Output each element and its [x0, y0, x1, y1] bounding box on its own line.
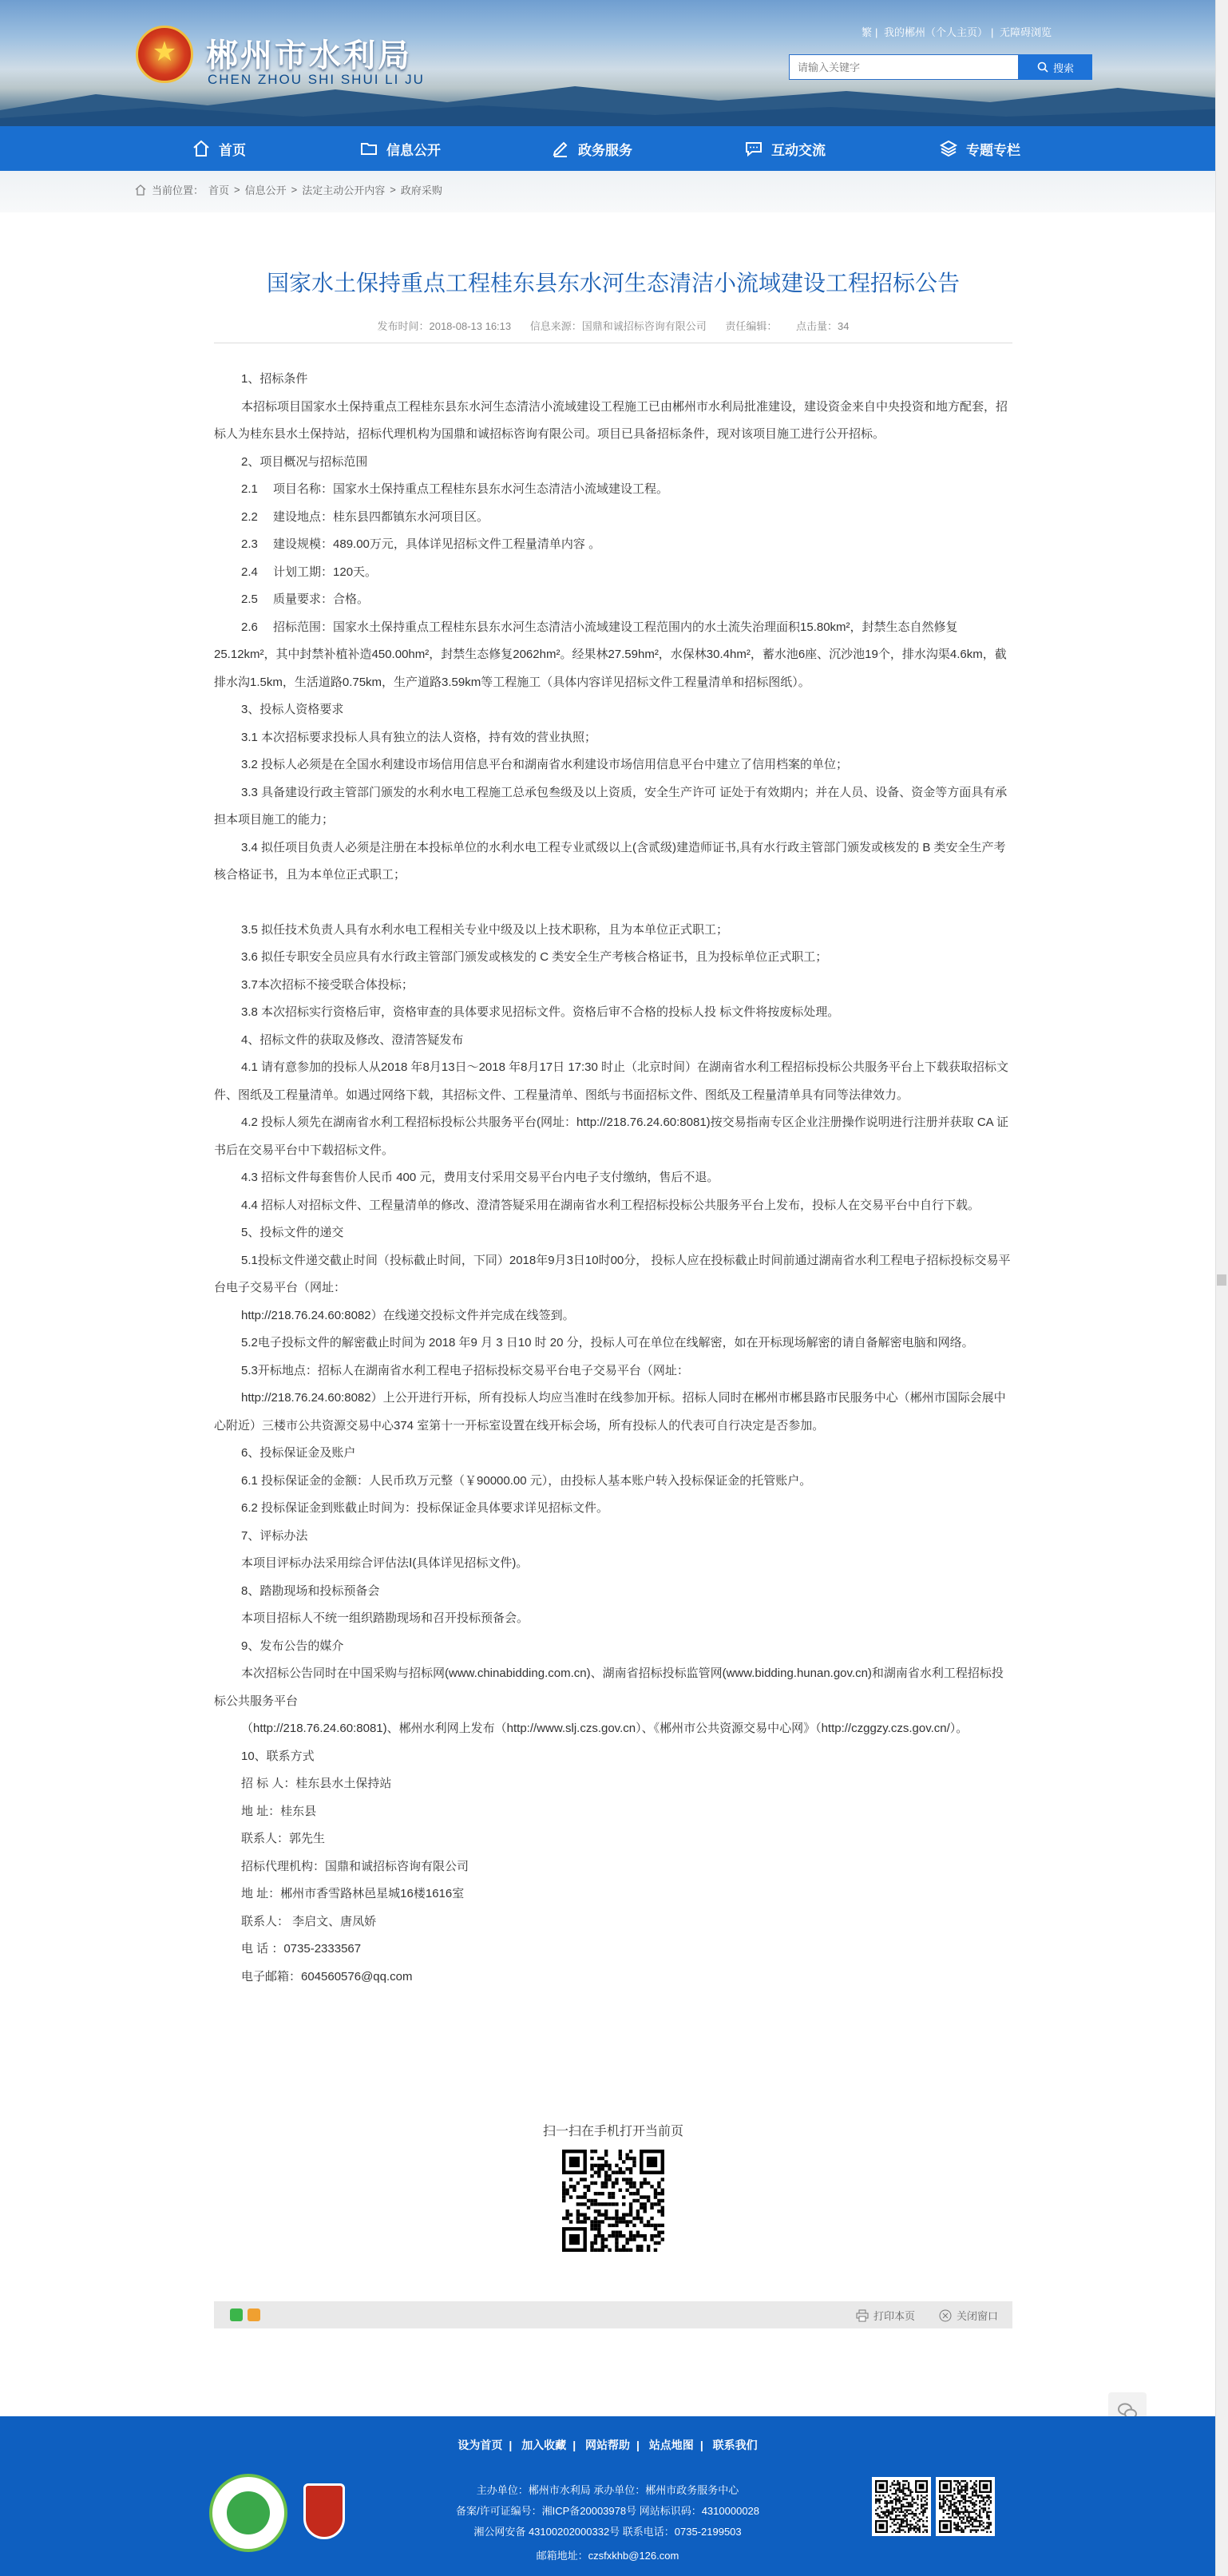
- breadcrumb-item-home[interactable]: 首页: [208, 184, 230, 196]
- article-paragraph: 5、投标文件的递交: [241, 1226, 344, 1239]
- article-paragraph: 10、联系方式: [241, 1749, 315, 1763]
- article-paragraph: 5.3开标地点：招标人在湖南省水利工程电子招标投标交易平台电子交易平台（网址：: [241, 1363, 689, 1377]
- my-homepage-link[interactable]: 我的郴州（个人主页）: [884, 26, 988, 38]
- footer-link-set-home[interactable]: 设为首页: [458, 2439, 503, 2451]
- layers-icon: [939, 139, 958, 158]
- article-paragraph: 7、评标办法: [241, 1528, 308, 1543]
- search-icon: [1037, 61, 1048, 73]
- folder-icon: [359, 139, 378, 158]
- article-paragraph: 本项目评标办法采用综合评估法Ⅰ(具体详见招标文件)。: [241, 1556, 529, 1570]
- article-paragraph: 2、项目概况与招标范围: [241, 454, 368, 469]
- article-paragraph: 3.5 拟任技术负责人具有水利水电工程相关专业中级及以上技术职称，且为本单位正式职工；: [241, 922, 729, 937]
- print-label: 打印本页: [873, 2310, 915, 2322]
- national-emblem-logo: [136, 26, 193, 83]
- breadcrumb-separator: >: [390, 184, 396, 196]
- article-paragraph: http://218.76.24.60:8082）上公开进行开标，所有投标人均应当准时在线参加开标。招标人同时在郴州市郴县路市民服务中心（郴州市国际会展中心附近）三楼市公共资源交易中心374 室第十一开标室设置在线开标会场，所有投标人的代表可自行决定是否参加。: [214, 1391, 1006, 1433]
- footer-links: 设为首页 | 加入收藏 | 网站帮助 | 站点地图 | 联系我们: [458, 2439, 758, 2451]
- footer-qr-code-2: [936, 2477, 995, 2536]
- article-paragraph: 2.5 质量要求：合格。: [241, 592, 370, 606]
- footer-link-help[interactable]: 网站帮助: [585, 2439, 630, 2451]
- breadcrumb-item-legal[interactable]: 法定主动公开内容: [302, 184, 386, 196]
- article-paragraph: 6.1 投标保证金的金额：人民币玖万元整（￥90000.00 元），由投标人基本账户转入投标保证金的托管账户。: [241, 1473, 812, 1488]
- article-paragraph: 5.2电子投标文件的解密截止时间为 2018 年9 月 3 日10 时 20 分，投标人可在单位在线解密，如在开标现场解密的请自备解密电脑和网络。: [241, 1336, 974, 1349]
- article-paragraph: 招 标 人：桂东县水土保持站: [241, 1777, 392, 1790]
- article-paragraph: 8、踏勘现场和投标预备会: [241, 1583, 380, 1598]
- article-paragraph: 电 话 ：0735-2333567: [241, 1942, 362, 1956]
- breadcrumb-separator: >: [234, 184, 240, 196]
- vertical-scrollbar[interactable]: [1215, 0, 1228, 2576]
- footer-police-record: 湘公网安备 43100202000332号 联系电话：0735-2199503: [473, 2526, 742, 2538]
- close-window-button[interactable]: [939, 2308, 998, 2323]
- article-paragraph: 4、招标文件的获取及修改、澄清答疑发布: [241, 1032, 464, 1047]
- article-paragraph: 2.3 建设规模：489.00万元，具体详见招标文件工程量清单内容 。: [241, 537, 601, 551]
- traditional-chinese-link[interactable]: 繁: [862, 26, 873, 38]
- article-paragraph: 招标代理机构：国鼎和诚招标咨询有限公司: [241, 1859, 469, 1873]
- nav-label: 专题专栏: [966, 142, 1020, 158]
- chat-icon: [744, 139, 763, 158]
- nav-item-home[interactable]: [192, 126, 246, 171]
- search-button[interactable]: [1019, 54, 1092, 80]
- article-paragraph: 2.2 建设地点：桂东县四都镇东水河项目区。: [241, 509, 489, 524]
- qr-caption: 扫一扫在手机打开当前页: [542, 2125, 683, 2138]
- breadcrumb-prefix: 当前位置：: [152, 184, 204, 196]
- weibo-share-icon[interactable]: [248, 2308, 260, 2321]
- close-label: 关闭窗口: [956, 2310, 998, 2322]
- article-paragraph: 联系人：郭先生: [241, 1832, 326, 1845]
- publish-time: 发布时间：2018-08-13 16:13: [377, 320, 512, 332]
- site-title: 郴州市水利局: [206, 38, 412, 74]
- share-bar: [214, 2301, 1012, 2328]
- article-paragraph: 本招标项目国家水土保持重点工程桂东县东水河生态清洁小流域建设工程施工已由郴州市水利局批准建设，建设资金来自中央投资和地方配套，招标人为桂东县水土保持站，招标代理机构为国鼎和诚招标咨询有限公司。项目已具备招标条件，现对该项目施工进行公开招标。: [214, 399, 1008, 441]
- article-paragraph: [214, 890, 1012, 917]
- home-icon: [192, 139, 211, 158]
- article-paragraph: http://218.76.24.60:8082）在线递交投标文件并完成在线签到。: [241, 1308, 575, 1322]
- nav-label: 首页: [219, 142, 246, 158]
- footer-sponsor: 主办单位：郴州市水利局 承办单位：郴州市政务服务中心: [476, 2484, 739, 2496]
- article-paragraph: 3.2 投标人必须是在全国水利建设市场信用信息平台和湖南省水利建设市场信用信息平台中建立了信用档案的单位；: [241, 758, 849, 771]
- search-button-label: 搜索: [1052, 61, 1074, 74]
- article-title: 国家水土保持重点工程桂东县东水河生态清洁小流域建设工程招标公告: [266, 271, 960, 295]
- article-paragraph: 电子邮箱：604560576@qq.com: [241, 1969, 413, 1984]
- breadcrumb-separator: >: [291, 184, 298, 196]
- gov-website-badge-logo[interactable]: [209, 2474, 287, 2552]
- accessibility-link[interactable]: 无障碍浏览: [1000, 26, 1052, 38]
- article-paragraph: 4.2 投标人须先在湖南省水利工程招标投标公共服务平台(网址：http://218.76.24.60:8081)按交易指南专区企业注册操作说明进行注册并获取 CA 证书后在交易平台中下载招标文件。: [214, 1116, 1009, 1157]
- article-paragraph: 3.6 拟任专职安全员应具有水行政主管部门颁发或核发的 C 类安全生产考核合格证书，且为投标单位正式职工；: [241, 950, 828, 964]
- breadcrumb-item-info[interactable]: 信息公开: [244, 184, 287, 196]
- close-icon: [939, 2309, 952, 2322]
- article-paragraph: 3.3 具备建设行政主管部门颁发的水利水电工程施工总承包叁级及以上资质，安全生产许可 证处于有效期内；并在人员、设备、资金等方面具有承担本项目施工的能力；: [214, 785, 1008, 826]
- printer-icon: [856, 2309, 869, 2322]
- breadcrumb-item-procurement[interactable]: 政府采购: [400, 184, 442, 196]
- article-paragraph: 3.4 拟任项目负责人必须是注册在本投标单位的水利水电工程专业贰级以上(含贰级)建造师证书,具有水行政主管部门颁发或核发的 B 类安全生产考核合格证书，且为本单位正式职工；: [214, 840, 1006, 882]
- print-button[interactable]: [856, 2308, 915, 2323]
- footer-link-contact[interactable]: 联系我们: [712, 2439, 758, 2451]
- article-paragraph: 地 址：桂东县: [241, 1804, 317, 1818]
- article-paragraph: 6.2 投标保证金到账截止时间为：投标保证金具体要求详见招标文件。: [241, 1501, 609, 1515]
- article-body: [214, 366, 1012, 1991]
- top-links: 繁 | 我的郴州（个人主页） | 无障碍浏览: [862, 26, 1052, 38]
- footer-email: 邮箱地址：czsfxkhb@126.com: [536, 2550, 679, 2562]
- article-paragraph: 2.1 项目名称：国家水土保持重点工程桂东县东水河生态清洁小流域建设工程。: [241, 482, 669, 496]
- page-qr-code: [559, 2146, 667, 2255]
- article-editor: 责任编辑：: [725, 320, 778, 332]
- breadcrumb: [134, 182, 442, 197]
- article-source: 信息来源：国鼎和诚招标咨询有限公司: [529, 320, 707, 332]
- footer-link-sitemap[interactable]: 站点地图: [648, 2439, 694, 2451]
- home-icon: [134, 184, 147, 196]
- qr-code-image: [562, 2150, 664, 2252]
- nav-item-gov-service[interactable]: [551, 126, 632, 171]
- footer-qr-code-1: [872, 2477, 931, 2536]
- article-paragraph: 2.6 招标范围：国家水土保持重点工程桂东县东水河生态清洁小流域建设工程范围内的水土流失治理面积15.80km²，封禁生态自然修复25.12km²，其中封禁补植补造450.00hm²，封禁生态修复2062hm²。经果林27.59hm²，水保林30.4hm²，蓄水池6座、沉沙池19个，排水沟渠4.6km，截排水沟1.5km，生活道路0.75km，生产道路3.59km等工程施工（具体内容详见招标文件工程量清单和招标图纸）。: [214, 620, 1007, 689]
- article-paragraph: 3.7本次招标不接受联合体投标；: [241, 977, 414, 992]
- scrollbar-thumb[interactable]: [1217, 1274, 1226, 1286]
- article-paragraph: 4.1 请有意参加的投标人从2018 年8月13日～2018 年8月17日 17:30 时止（北京时间）在湖南省水利工程招标投标公共服务平台上下载获取招标文件、图纸及工程量清单。如遇过网络下载，其招标文件、工程量清单、图纸与书面招标文件、图纸及工程量清单具有同等法律效力。: [214, 1060, 1009, 1102]
- search-input[interactable]: [789, 54, 1019, 80]
- article-paragraph: 9、发布公告的媒介: [241, 1639, 344, 1653]
- article-paragraph: 本项目招标人不统一组织踏勘现场和召开投标预备会。: [241, 1611, 529, 1625]
- article-paragraph: 2.4 计划工期：120天。: [241, 565, 378, 579]
- nav-item-interaction[interactable]: [744, 126, 826, 171]
- edit-icon: [551, 139, 570, 158]
- article-paragraph: 联系人： 李启文、唐凤娇: [241, 1914, 377, 1928]
- nav-item-special-topics[interactable]: [939, 126, 1020, 171]
- article-paragraph: 4.3 招标文件每套售价人民币 400 元，费用支付采用交易平台内电子支付缴纳，售后不退。: [241, 1171, 719, 1184]
- nav-label: 政务服务: [578, 142, 632, 158]
- article-paragraph: 6、投标保证金及账户: [241, 1446, 356, 1460]
- article-paragraph: 地 址：郴州市香雪路林邑星城16楼1616室: [241, 1887, 465, 1900]
- wechat-share-icon[interactable]: [230, 2308, 243, 2321]
- article-paragraph: 5.1投标文件递交截止时间（投标截止时间，下同）2018年9月3日10时00分， 投标人应在投标截止时间前通过湖南省水利工程电子招标投标交易平台电子交易平台（网址：: [214, 1253, 1011, 1294]
- article-paragraph: 1、招标条件: [241, 372, 308, 386]
- site-footer: [0, 2416, 1215, 2576]
- footer-icp: 备案/许可证编号：湘ICP备20003978号 网站标识码：4310000028: [455, 2505, 760, 2517]
- gov-error-report-logo[interactable]: [303, 2483, 345, 2539]
- article-paragraph: 本次招标公告同时在中国采购与招标网(www.chinabidding.com.cn)、湖南省招标投标监管网(www.bidding.hunan.gov.cn)和湖南省水利工程招标投标公共服务平台: [214, 1666, 1004, 1708]
- site-pinyin: CHEN ZHOU SHI SHUI LI JU: [208, 72, 425, 87]
- nav-label: 信息公开: [386, 142, 441, 158]
- article-paragraph: （http://218.76.24.60:8081)、郴州水利网上发布（http://www.slj.czs.gov.cn）、《郴州市公共资源交易中心网》（http://czggzy.czs.gov.cn/）。: [241, 1722, 969, 1735]
- main-nav: [0, 126, 1228, 171]
- article-paragraph: 4.4 招标人对招标文件、工程量清单的修改、澄清答疑采用在湖南省水利工程招标投标公共服务平台上发布，投标人在交易平台中自行下载。: [241, 1198, 980, 1212]
- article-paragraph: 3.8 本次招标实行资格后审，资格审查的具体要求见招标文件。资格后审不合格的投标人投 标文件将按废标处理。: [241, 1005, 840, 1019]
- mountain-banner: [0, 78, 1228, 126]
- view-count: 点击量：34: [796, 320, 850, 332]
- article-paragraph: 3.1 本次招标要求投标人具有独立的法人资格，持有效的营业执照；: [241, 730, 597, 744]
- article-meta: [214, 318, 1012, 333]
- nav-item-info-public[interactable]: [359, 126, 441, 171]
- footer-link-favorite[interactable]: 加入收藏: [521, 2439, 567, 2451]
- article-paragraph: 3、投标人资格要求: [241, 703, 344, 716]
- nav-label: 互动交流: [771, 142, 826, 158]
